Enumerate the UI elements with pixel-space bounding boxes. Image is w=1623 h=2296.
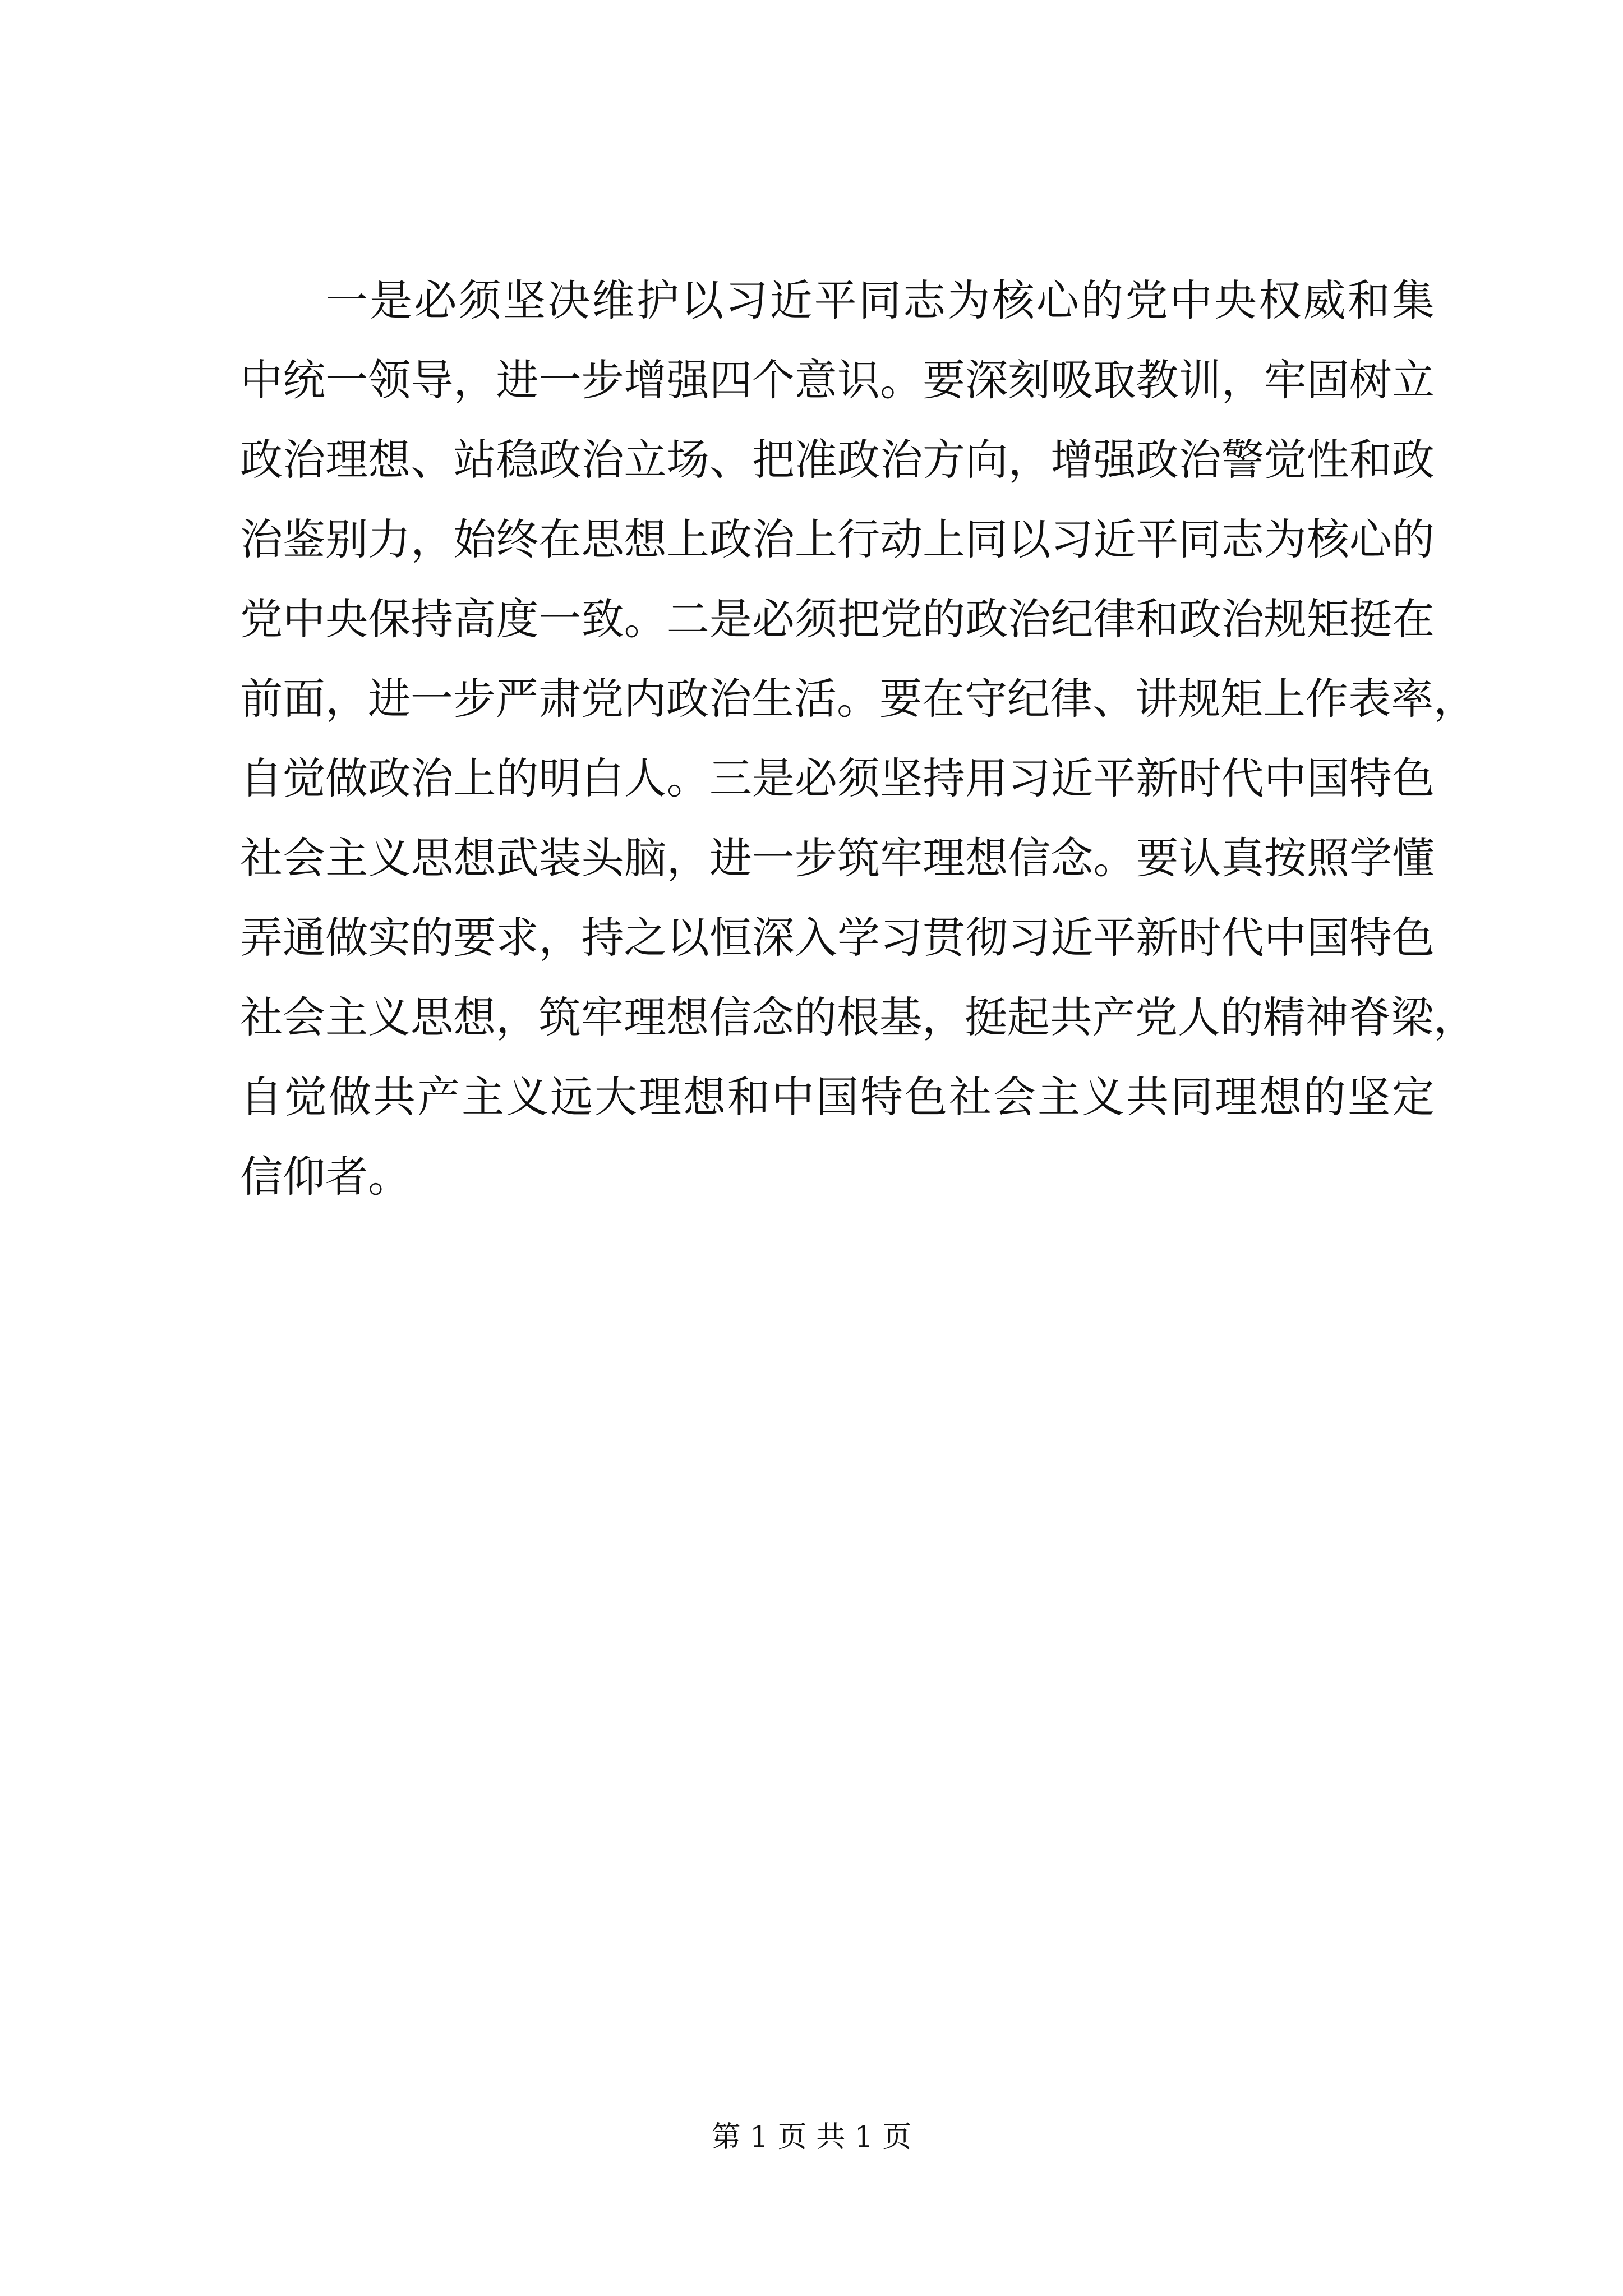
paragraph-line-5: 党中央保持高度一致。二是必须把党的政治纪律和政治规矩挺在 xyxy=(240,594,1435,644)
paragraph-line-10: 社会主义思想，筑牢理想信念的根基，挺起共产党人的精神脊梁， xyxy=(240,992,1476,1042)
body-paragraph xyxy=(240,261,1476,1217)
paragraph-line-4: 治鉴别力，始终在思想上政治上行动上同以习近平同志为核心的 xyxy=(240,514,1435,564)
paragraph-line-2: 中统一领导，进一步增强四个意识。要深刻吸取教训，牢固树立 xyxy=(240,355,1435,405)
paragraph-line-3: 政治理想、站稳政治立场、把准政治方向，增强政治警觉性和政 xyxy=(240,435,1435,485)
paragraph-line-7: 自觉做政治上的明白人。三是必须坚持用习近平新时代中国特色 xyxy=(240,753,1435,803)
paragraph-line-12: 信仰者。 xyxy=(240,1152,411,1202)
paragraph-line-8: 社会主义思想武装头脑，进一步筑牢理想信念。要认真按照学懂 xyxy=(240,833,1435,883)
paragraph-line-11: 自觉做共产主义远大理想和中国特色社会主义共同理想的坚定 xyxy=(240,1072,1435,1122)
page-number-footer: 第 1 页 共 1 页 xyxy=(711,2120,912,2154)
paragraph-line-1: 一是必须坚决维护以习近平同志为核心的党中央权威和集 xyxy=(325,275,1435,325)
paragraph-line-6: 前面，进一步严肃党内政治生活。要在守纪律、讲规矩上作表率， xyxy=(240,674,1476,724)
paragraph-line-9: 弄通做实的要求，持之以恒深入学习贯彻习近平新时代中国特色 xyxy=(240,913,1435,963)
